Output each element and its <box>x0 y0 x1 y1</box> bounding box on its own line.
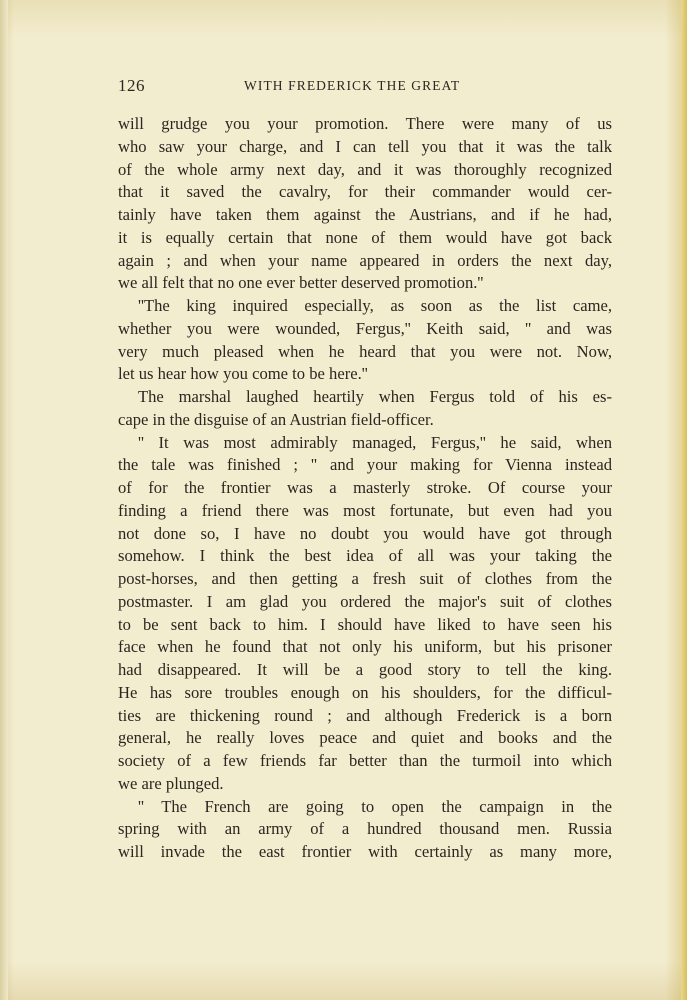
text-line: '' The French are going to open the campaign in the <box>138 796 612 816</box>
text-line: somehow. I think the best idea of all was your taking the <box>118 546 612 566</box>
text-line: we all felt that no one ever better deserved promotion.'' <box>118 273 484 293</box>
text-line: it is equally certain that none of them would have got back <box>118 227 612 247</box>
text-line: of for the frontier was a masterly stroke. Of course your <box>118 478 612 497</box>
text-line: whether you were wounded, Fergus,'' Keith said, '' and was <box>118 318 612 338</box>
text-line: general, he really loves peace and quiet and books and the <box>118 728 612 748</box>
text-line: face when he found that not only his uniform, but his prisoner <box>118 637 612 657</box>
text-line: who saw your charge, and I can tell you that it was the talk <box>118 136 612 156</box>
page-number: 126 <box>118 76 145 95</box>
text-line: post-horses, and then getting a fresh suit of clothes from the <box>118 569 612 588</box>
text-line: The marshal laughed heartily when Fergus told of his es- <box>138 387 612 406</box>
text-line: very much pleased when he heard that you were not. Now, <box>118 341 612 361</box>
text-line: '' It was most admirably managed, Fergus,'' he said, when <box>138 432 612 452</box>
text-line: cape in the disguise of an Austrian field-officer. <box>118 409 434 429</box>
text-line: let us hear how you come to be here.'' <box>118 364 368 384</box>
text-line: will invade the east frontier with certainly as many more, <box>118 842 612 861</box>
text-line: we are plunged. <box>118 773 224 793</box>
text-line: society of a few friends far better than the turmoil into which <box>118 751 612 770</box>
text-line: of the whole army next day, and it was thoroughly recognized <box>118 159 612 179</box>
body-text <box>118 113 612 864</box>
running-title: WITH FREDERICK THE GREAT <box>244 78 461 93</box>
text-line: He has sore troubles enough on his shoulders, for the difficul- <box>118 682 612 702</box>
text-line: spring with an army of a hundred thousand men. Russia <box>118 819 612 839</box>
text-line: finding a friend there was most fortunate, but even had you <box>118 500 612 520</box>
page-spine-shadow <box>0 0 8 1000</box>
page-edge <box>681 0 687 1000</box>
text-line: postmaster. I am glad you ordered the major's suit of clothes <box>118 591 612 611</box>
text-line: had disappeared. It will be a good story to tell the king. <box>118 660 612 679</box>
text-line: again ; and when your name appeared in orders the next day, <box>118 250 612 270</box>
text-line: ''The king inquired especially, as soon as the list came, <box>138 296 612 315</box>
text-line: ties are thickening round ; and although Frederick is a born <box>118 705 612 725</box>
text-line: tainly have taken them against the Austrians, and if he had, <box>118 205 612 224</box>
text-line: the tale was finished ; '' and your making for Vienna instead <box>118 455 612 475</box>
text-line: will grudge you your promotion. There were many of us <box>118 114 612 133</box>
running-head <box>118 76 612 96</box>
text-line: to be sent back to him. I should have liked to have seen his <box>118 614 612 634</box>
text-line: not done so, I have no doubt you would have got through <box>118 523 612 543</box>
text-line: that it saved the cavalry, for their commander would cer- <box>118 182 612 202</box>
